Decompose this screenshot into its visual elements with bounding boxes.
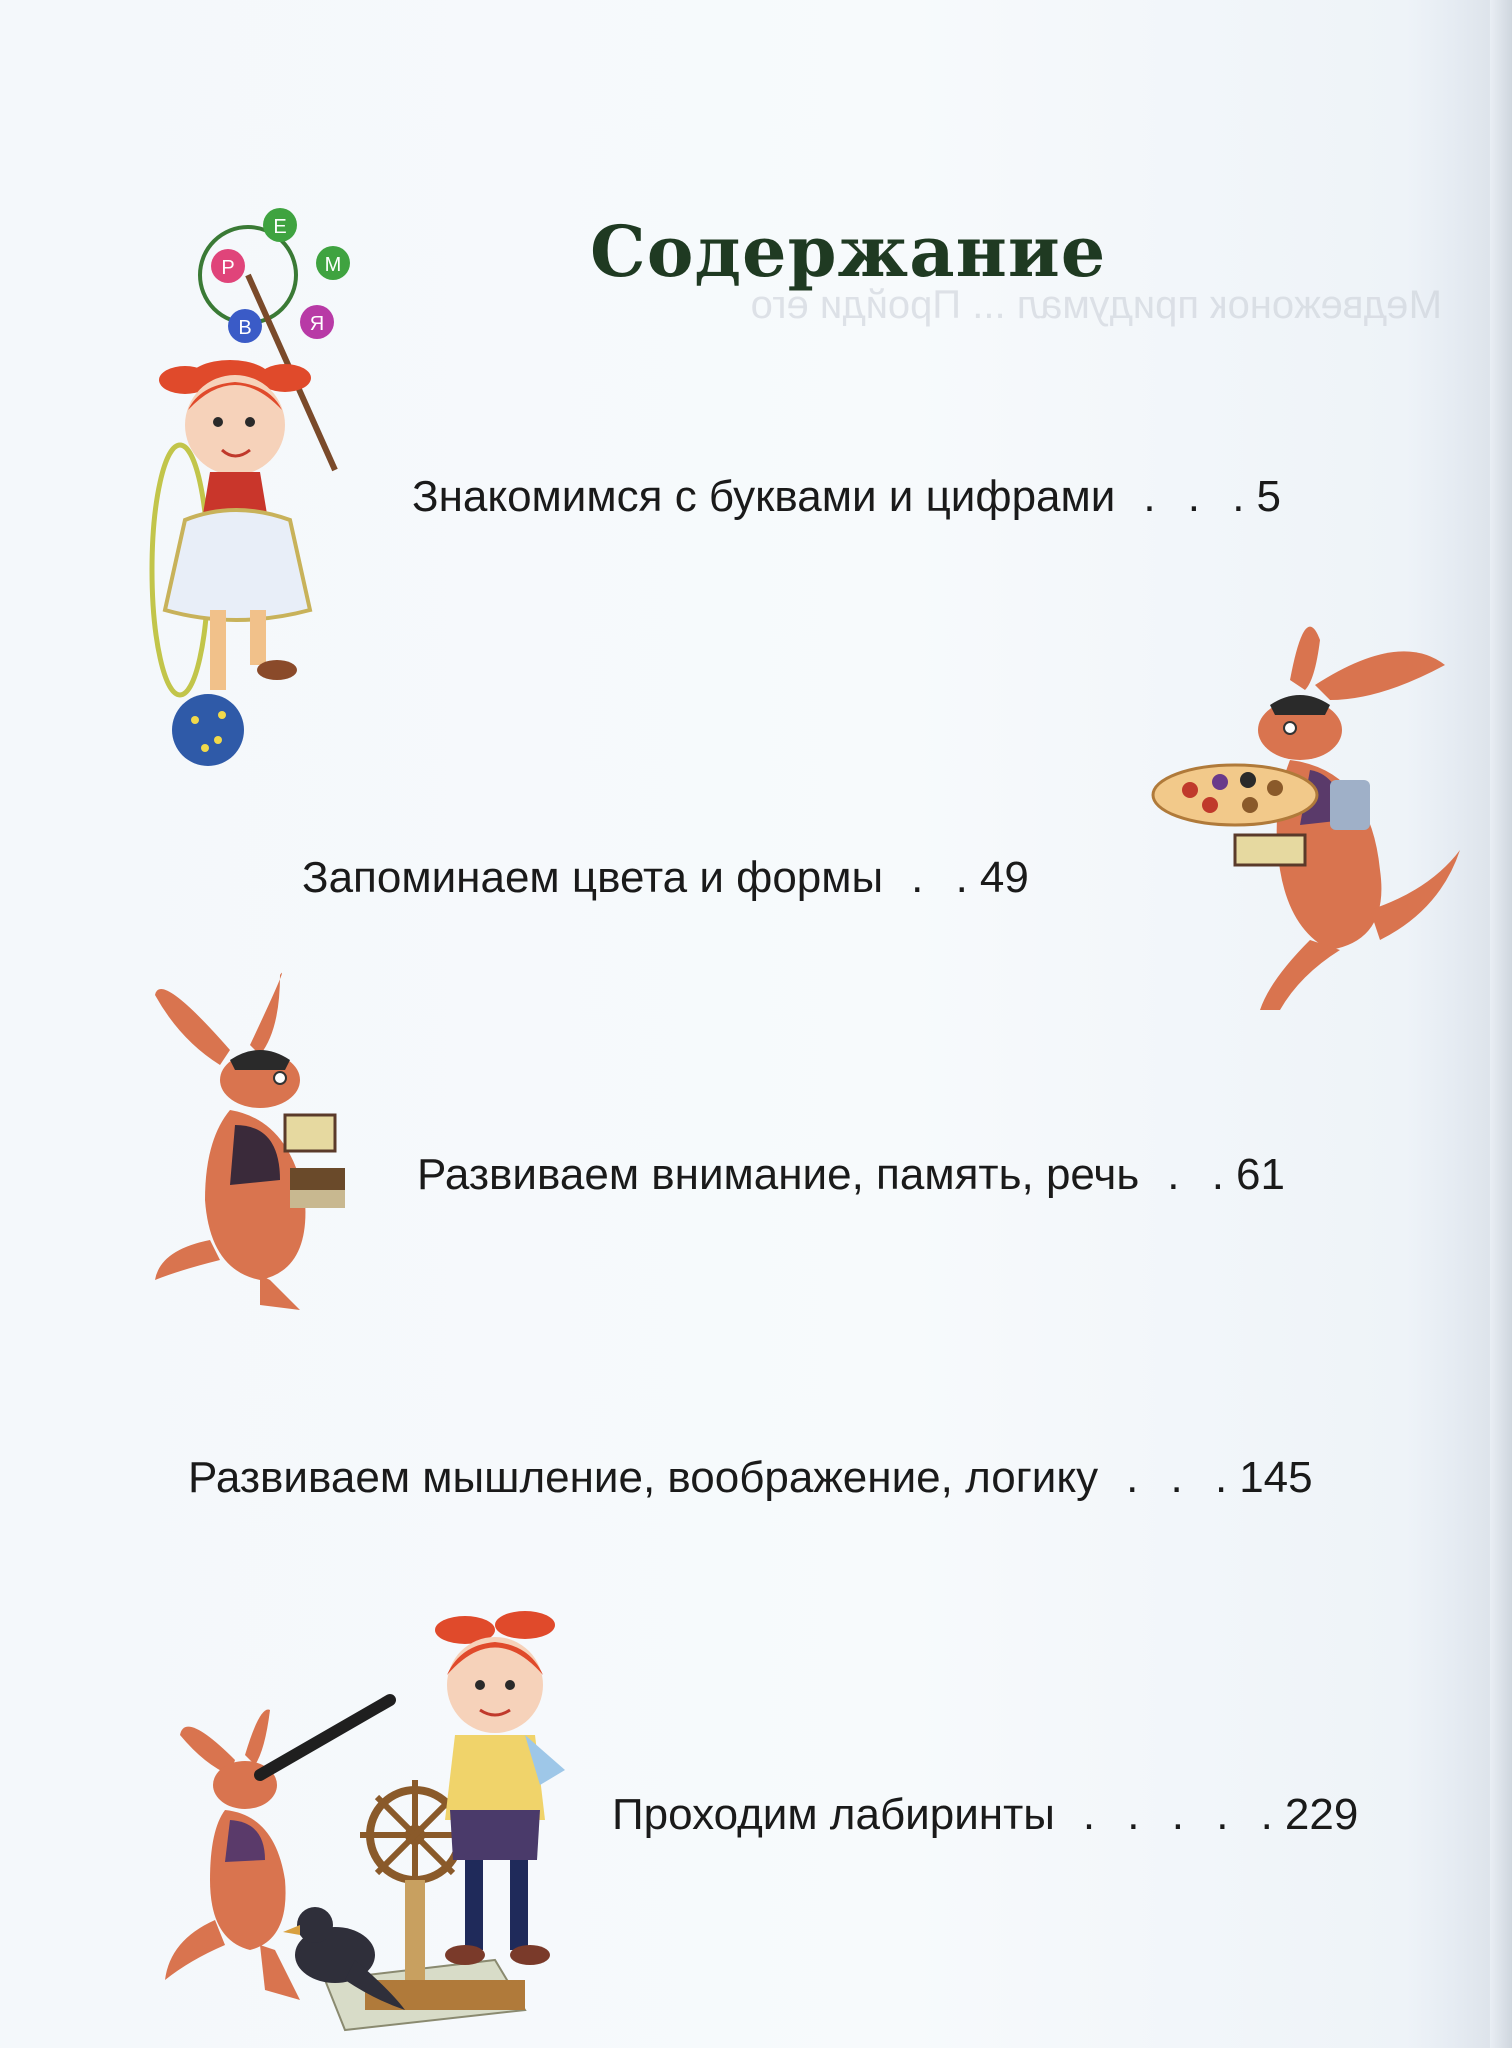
- toc-entry-leader: . . . . .: [1082, 1790, 1283, 1839]
- toc-entry-title: Запоминаем цвета и формы: [302, 853, 884, 902]
- page-title: Содержание: [590, 210, 1107, 293]
- girl-with-hoop-illustration: [140, 200, 400, 780]
- toc-entry[interactable]: [302, 853, 1029, 903]
- toc-entry-page: 5: [1256, 472, 1281, 521]
- wand-letter: Я: [309, 313, 325, 335]
- kangaroo-palette-illustration: [1140, 590, 1480, 1020]
- toc-entry-title: Развиваем внимание, память, речь: [417, 1150, 1140, 1199]
- toc-entry[interactable]: [417, 1150, 1285, 1200]
- toc-entry-title: Знакомимся с буквами и цифрами: [412, 472, 1116, 521]
- toc-entry-page: 229: [1284, 1790, 1359, 1839]
- toc-entry-leader: . . .: [1126, 1453, 1238, 1502]
- toc-entry-page: 145: [1239, 1453, 1313, 1502]
- toc-entry-leader: . . .: [1143, 472, 1255, 521]
- toc-entry-leader: . .: [911, 853, 978, 902]
- toc-entry-title: Проходим лабиринты: [612, 1790, 1055, 1839]
- wand-letter: Р: [221, 257, 235, 279]
- wand-letter: Е: [273, 216, 287, 238]
- page-edge: [1490, 0, 1512, 2048]
- toc-entry-page: 49: [979, 853, 1029, 902]
- wand-letter: В: [238, 317, 252, 339]
- kangaroo-book-illustration: [150, 950, 390, 1320]
- labyrinth-scene-illustration: [165, 1560, 645, 2040]
- toc-entry-page: 61: [1235, 1150, 1285, 1199]
- toc-entry-leader: . .: [1167, 1150, 1234, 1199]
- toc-entry[interactable]: [188, 1453, 1313, 1503]
- toc-entry-title: Развиваем мышление, воображение, логику: [188, 1453, 1099, 1502]
- bleed-through-text: Медвежонок придумал ... Пройди его: [750, 283, 1442, 327]
- wand-letter: М: [324, 254, 342, 276]
- toc-entry[interactable]: [612, 1790, 1358, 1840]
- toc-entry[interactable]: [412, 472, 1281, 522]
